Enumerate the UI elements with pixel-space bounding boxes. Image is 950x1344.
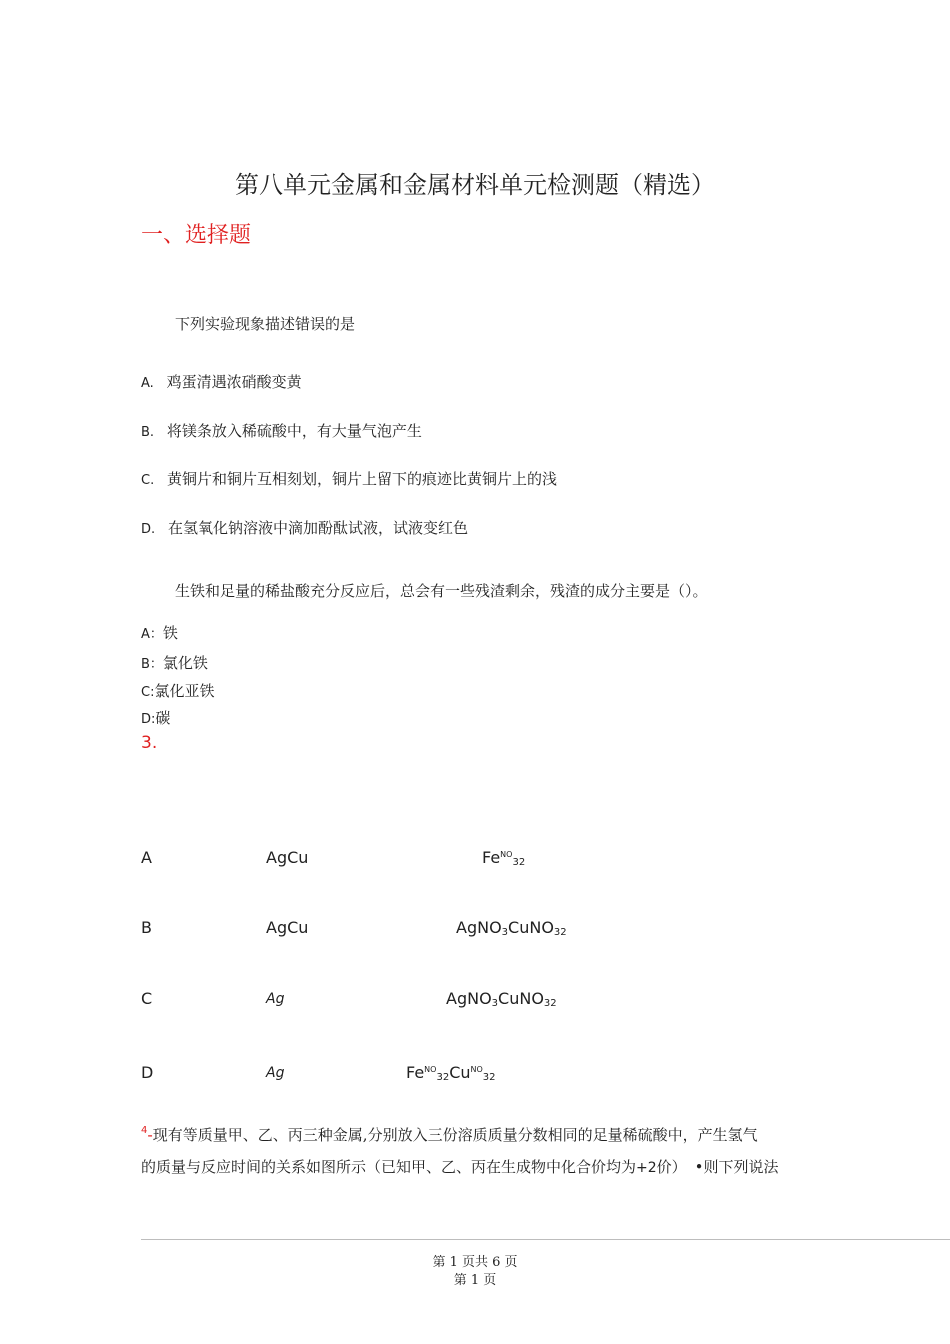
formula-part: 32: [543, 998, 557, 1009]
q4-text-2a: 的质量与反应时间的关系如图所示（已知甲、乙、丙在生成物中化合价均为: [141, 1158, 637, 1176]
q3-row-b-letter: B: [141, 918, 152, 937]
formula-part: CuNO: [508, 918, 554, 937]
option-letter: A：: [141, 627, 163, 642]
q4-dash: -: [147, 1126, 153, 1144]
option-text: 黄铜片和铜片互相刻划，铜片上留下的痕迹比黄铜片上的浅: [167, 470, 558, 488]
q4-number: 4: [141, 1125, 148, 1136]
q3-row-a-col3: [482, 848, 525, 868]
formula-part: Cu: [449, 1063, 471, 1082]
q1-option-b: [141, 420, 422, 441]
q3-number: 3.: [141, 733, 158, 753]
q1-stem: 下列实验现象描述错误的是: [175, 315, 356, 333]
q3-row-a-letter: A: [141, 848, 152, 867]
formula-part: 32: [512, 857, 526, 868]
q3-row-b-col3: [456, 918, 567, 938]
formula-part: 32: [482, 1072, 496, 1083]
q4-text-1: 现有等质量甲、乙、丙三种金属,分别放入三份溶质质量分数相同的足量稀硫酸中，产生氢气: [152, 1126, 758, 1144]
option-letter: B.: [141, 425, 155, 440]
option-letter: D:: [141, 712, 156, 727]
q1-option-c: [141, 468, 557, 489]
document-title: 第八单元金属和金属材料单元检测题（精选）: [235, 171, 715, 199]
formula-part: AgNO: [446, 989, 492, 1008]
q3-row-b-col2: AgCu: [266, 918, 309, 937]
option-text: 铁: [162, 624, 178, 642]
option-text: 在氢氧化钠溶液中滴加酚酞试液，试液变红色: [167, 519, 468, 537]
option-text: 鸡蛋清遇浓硝酸变黄: [166, 373, 302, 391]
option-text: 氯化铁: [162, 654, 208, 672]
formula-part: AgNO: [456, 918, 502, 937]
q2-option-a: [141, 622, 178, 643]
q3-row-c-letter: C: [141, 989, 153, 1008]
formula-part: Fe: [406, 1063, 425, 1082]
option-letter: A.: [141, 376, 154, 391]
option-letter: C:: [141, 685, 155, 700]
q4-text-2d: •则下列说法: [694, 1158, 779, 1176]
q2-option-c: [141, 680, 214, 701]
formula-part: CuNO: [498, 989, 544, 1008]
option-text: 将镁条放入稀硫酸中，有大量气泡产生: [166, 422, 422, 440]
option-text: 碳: [155, 709, 171, 727]
q2-stem: 生铁和足量的稀盐酸充分反应后，总会有一些残渣剩余，残渣的成分主要是（）。: [175, 582, 708, 600]
q3-row-d-col3: [406, 1063, 496, 1083]
q2-option-d: [141, 707, 170, 728]
option-letter: D.: [141, 522, 156, 537]
q1-option-a: [141, 371, 302, 392]
formula-part: 32: [436, 1072, 450, 1083]
formula-part: NO: [424, 1065, 437, 1074]
q3-row-a-col2: AgCu: [266, 848, 309, 867]
q1-option-d: [141, 517, 468, 538]
q3-row-d-col2: Ag: [266, 1065, 285, 1081]
q2-option-b: [141, 652, 208, 673]
q4-line-2: [141, 1156, 779, 1177]
q4-text-2c: 价）: [656, 1158, 687, 1176]
option-letter: B：: [141, 657, 163, 672]
formula-part: 3: [501, 927, 509, 938]
q3-row-c-col2: Ag: [266, 991, 285, 1007]
q4-valence: +2: [636, 1160, 657, 1176]
option-letter: C.: [141, 473, 155, 488]
q4-line-1: [141, 1124, 758, 1145]
option-text: 氯化亚铁: [154, 682, 215, 700]
formula-part: Fe: [482, 848, 501, 867]
section-heading: 一、选择题: [141, 223, 252, 248]
formula-part: NO: [500, 850, 513, 859]
formula-part: 3: [491, 998, 499, 1009]
footer-page-count: 第 1 页共 6 页: [432, 1255, 518, 1270]
formula-part: NO: [470, 1065, 483, 1074]
formula-part: 32: [553, 927, 567, 938]
footer-page-number: 第 1 页: [453, 1273, 497, 1288]
q3-row-d-letter: D: [141, 1063, 154, 1082]
q3-row-c-col3: [446, 989, 557, 1009]
footer-divider: [141, 1239, 950, 1240]
